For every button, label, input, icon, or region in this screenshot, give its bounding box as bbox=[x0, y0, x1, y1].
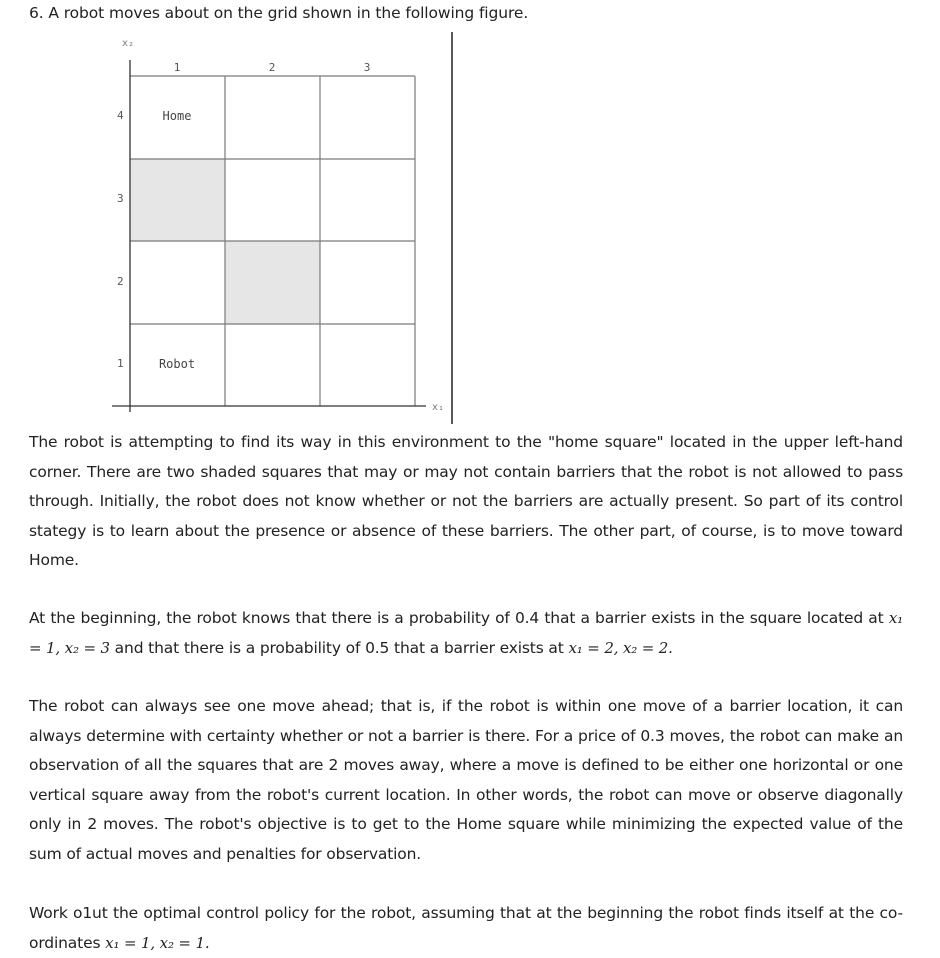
paragraph-3: The robot can always see one move ahead; that is, if the robot is within one move of a barrier location, it can always determine with certainty whether or not a barrier is there. For a price of 0.3 moves, the robot can make an observation of all the squares that are 2 moves away, where a move is defined to be either one horizontal or one vertical square away from the robot's current location. In other words, the robot can move or observe diagonally only in 2 moves. The robot's objective is to get to the Home square while minimizing the expected value of the sum of actual moves and penalties for observation. bbox=[29, 697, 903, 863]
row-label-4: 4 bbox=[117, 109, 124, 122]
row-label-1: 1 bbox=[117, 357, 124, 370]
home-cell-label: Home bbox=[162, 109, 192, 123]
paragraph-2-text-2: and that there is a probability of 0.5 that a barrier exists at bbox=[114, 638, 564, 657]
column-label-3: 3 bbox=[363, 61, 371, 74]
x-axis-label: x₁ bbox=[432, 402, 445, 413]
column-label-2: 2 bbox=[268, 61, 276, 74]
row-label-2: 2 bbox=[117, 275, 124, 288]
paragraph-2 bbox=[29, 604, 903, 663]
barrier-square-x1-1-x2-3 bbox=[130, 159, 225, 241]
equation-start-position: x₁ = 1, x₂ = 1. bbox=[105, 933, 210, 952]
row-label-3: 3 bbox=[117, 192, 124, 205]
robot-cell-label: Robot bbox=[158, 357, 196, 371]
paragraph-2-text-1: At the beginning, the robot knows that there is a probability of 0.4 that a barrier exists in the square located at bbox=[29, 609, 884, 627]
problem-title: 6. A robot moves about on the grid shown in the following figure. bbox=[29, 4, 529, 22]
y-axis-label: x₂ bbox=[122, 38, 135, 49]
column-label-1: 1 bbox=[173, 61, 181, 74]
equation-barrier-1: x₁ = 1, x₂ = 3 bbox=[29, 609, 903, 657]
equation-barrier-2: x₁ = 2, x₂ = 2. bbox=[568, 638, 673, 657]
grid-figure bbox=[0, 0, 940, 430]
paragraph-1: The robot is attempting to find its way in this environment to the "home square" located in the upper left-hand corner. There are two shaded squares that may or may not contain barriers that the robot is not allowed to pass through. Initially, the robot does not know whether or not the barriers are actually present. So part of its control stategy is to learn about the presence or absence of these barriers. The other part, of course, is to move toward Home. bbox=[29, 433, 903, 569]
paragraph-4 bbox=[29, 899, 903, 958]
barrier-square-x1-2-x2-2 bbox=[225, 241, 320, 324]
paragraph-4-text: Work o1ut the optimal control policy for the robot, assuming that at the beginning the robot finds itself at the co-ordinates bbox=[29, 904, 903, 952]
